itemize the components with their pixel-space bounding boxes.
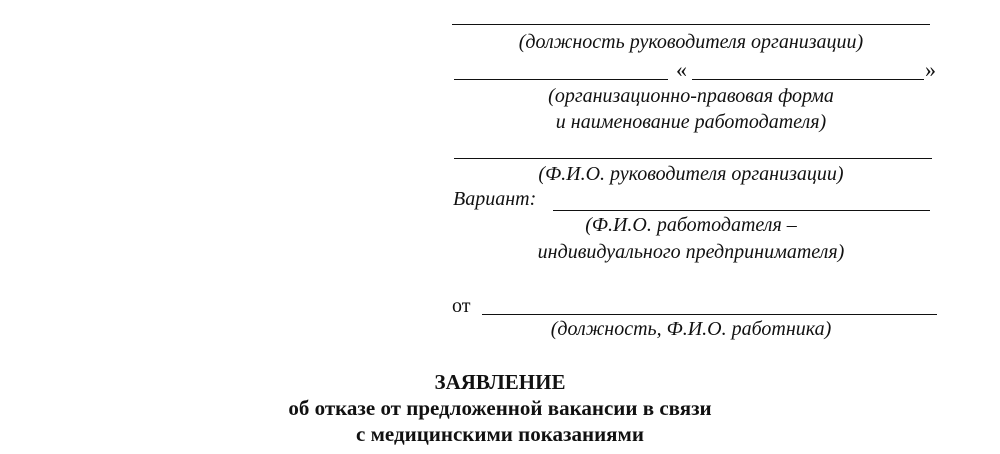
document-heading: ЗАЯВЛЕНИЕ — [434, 370, 566, 394]
variant-label: Вариант: — [453, 188, 537, 210]
head-name-blank-line[interactable] — [454, 158, 932, 159]
head-name-caption: (Ф.И.О. руководителя организации) — [538, 163, 844, 185]
quote-open: « — [676, 57, 687, 82]
position-caption: (должность руководителя организации) — [518, 31, 864, 53]
employer-name-blank-line[interactable] — [692, 79, 924, 80]
position-blank-line[interactable] — [452, 24, 930, 25]
org-caption-line1: (организационно-правовая форма — [548, 85, 834, 107]
employer-caption-line2: индивидуального предпринимателя) — [537, 241, 845, 263]
employer-caption-line1: (Ф.И.О. работодателя – — [585, 214, 797, 236]
org-caption-line2: и наименование работодателя) — [555, 111, 827, 133]
entrepreneur-name-blank-line[interactable] — [553, 210, 930, 211]
employee-caption: (должность, Ф.И.О. работника) — [550, 318, 832, 340]
legal-form-blank-line[interactable] — [454, 79, 668, 80]
employee-blank-line[interactable] — [482, 314, 937, 315]
from-label: от — [452, 295, 471, 317]
document-subtitle-line1: об отказе от предложенной вакансии в связи — [288, 396, 712, 420]
quote-close: » — [925, 57, 936, 82]
document-subtitle-line2: с медицинскими показаниями — [356, 422, 644, 446]
